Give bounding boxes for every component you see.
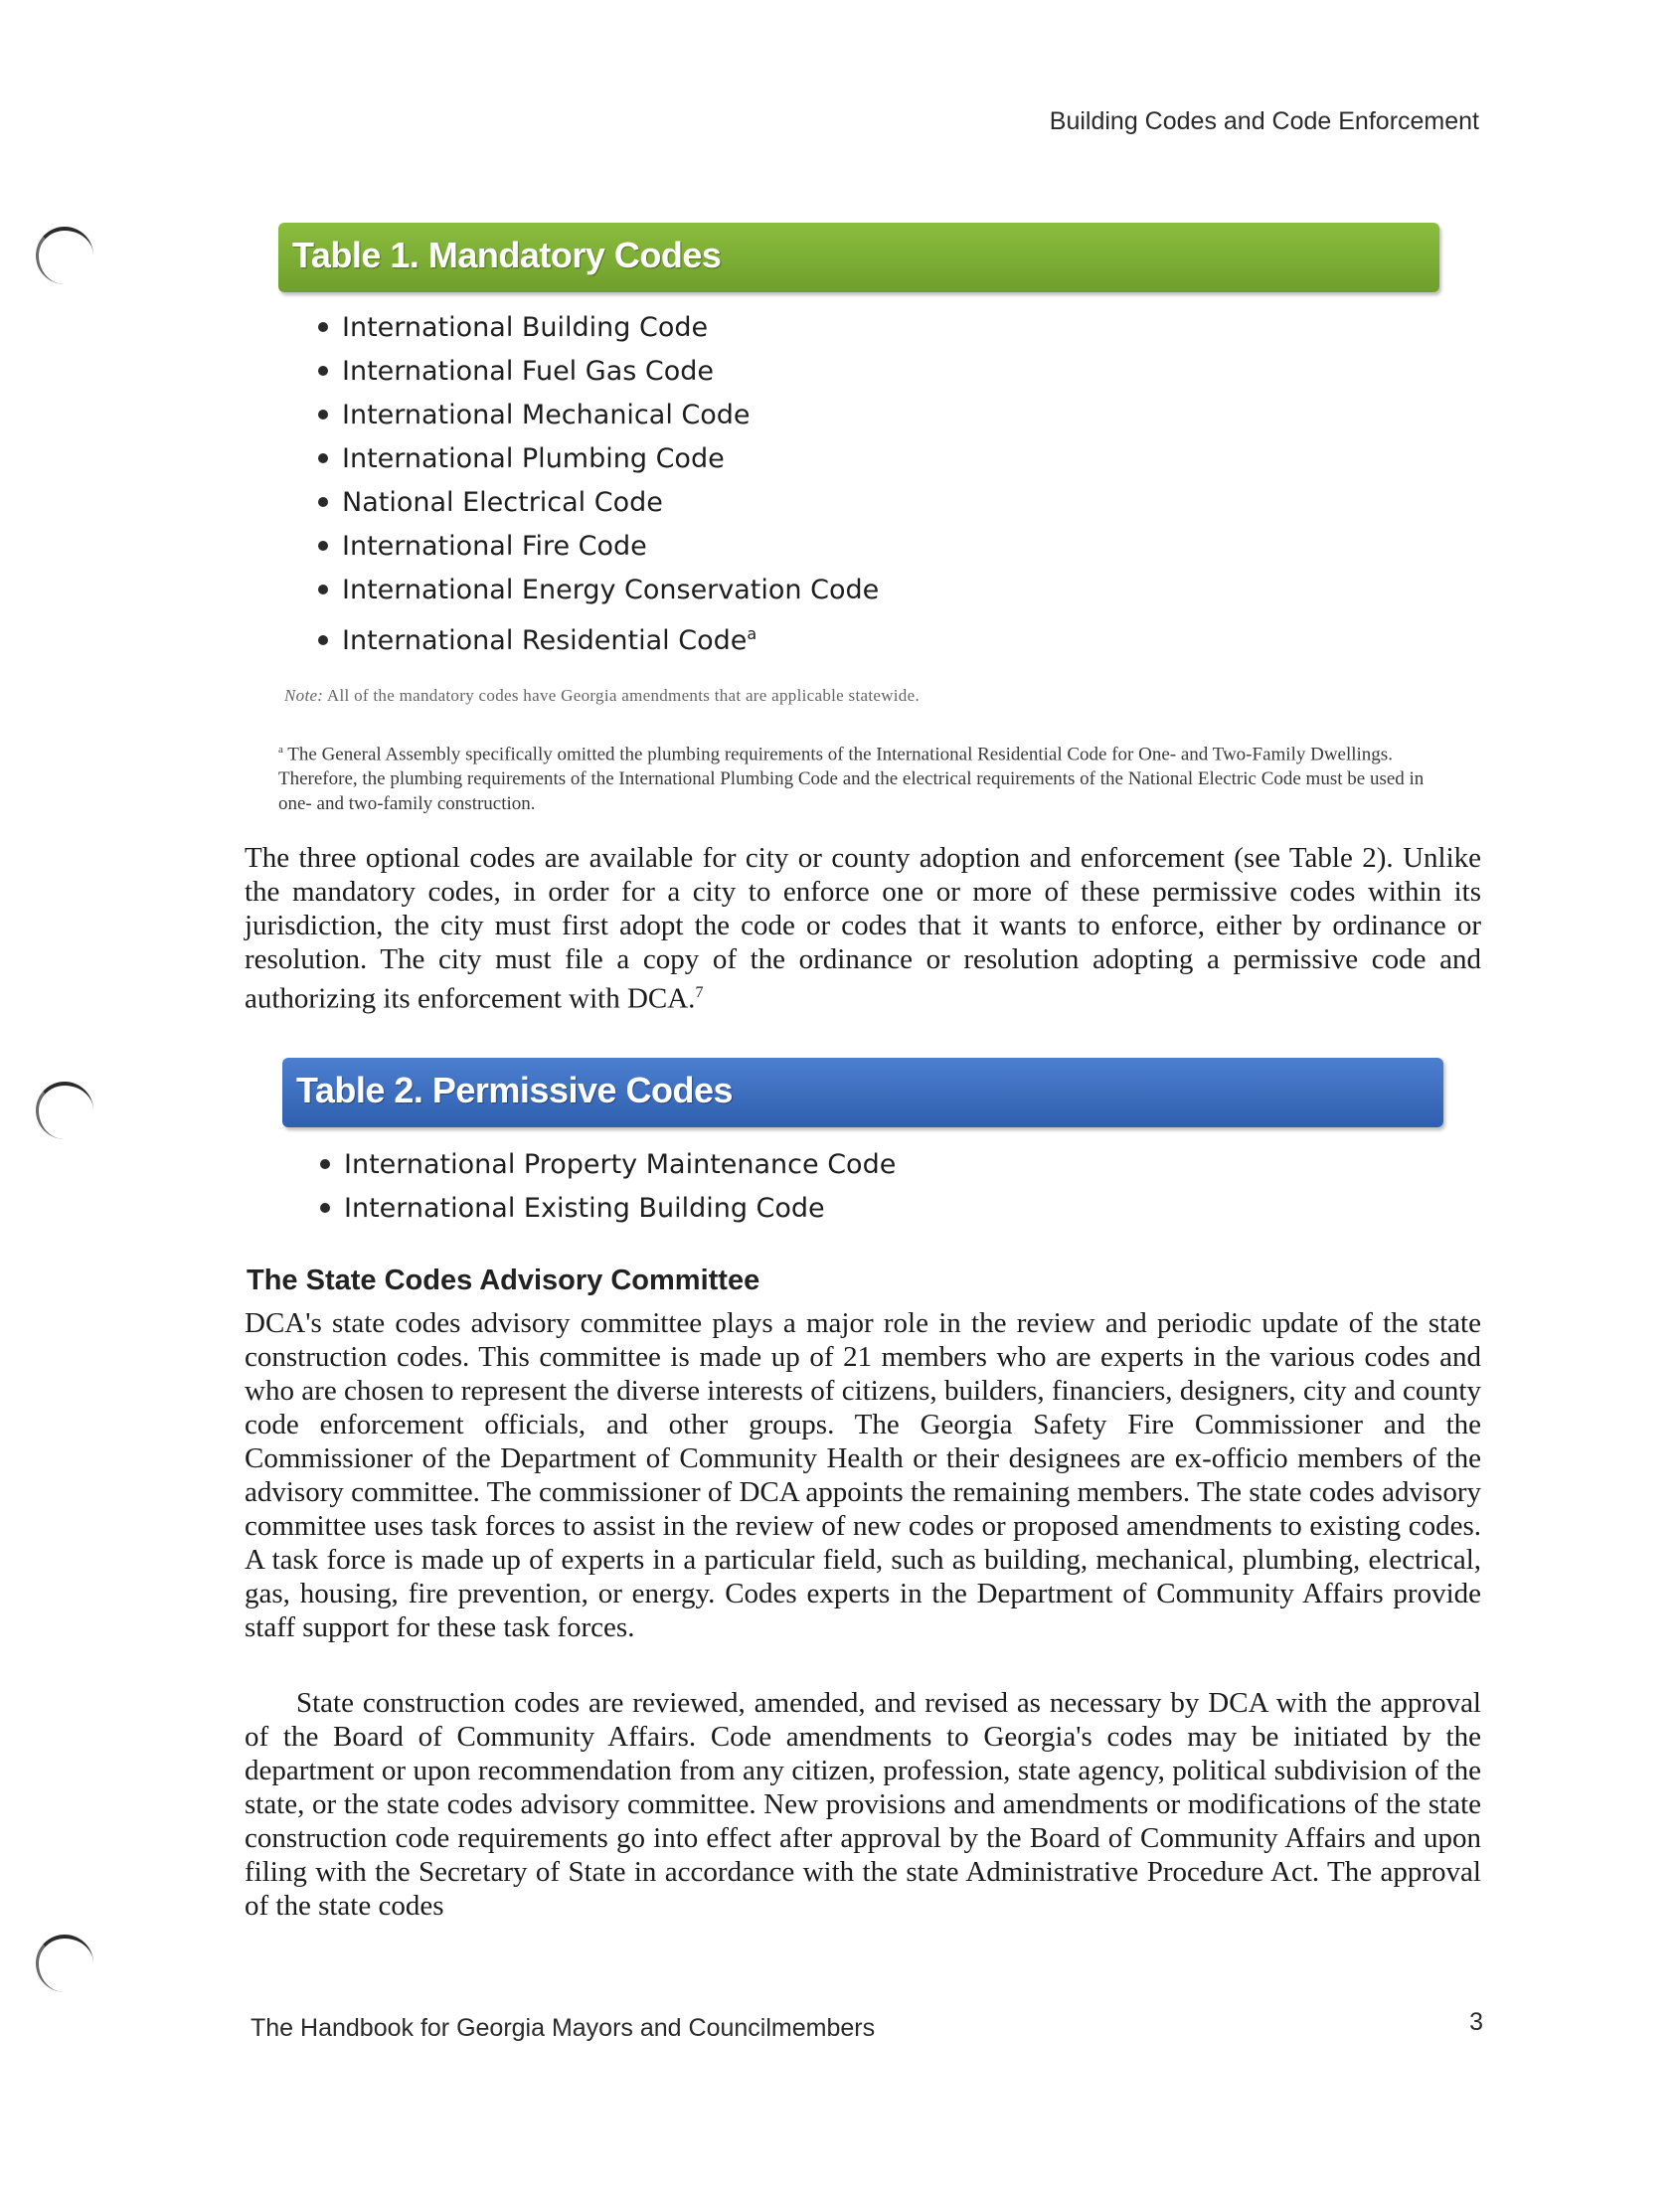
binder-hole-bottom xyxy=(36,1935,93,1992)
footnote-marker: a xyxy=(747,624,757,643)
list-item: National Electrical Code xyxy=(318,481,879,525)
footer-publication: The Handbook for Georgia Mayors and Councilmembers xyxy=(251,2014,876,2042)
running-header: Building Codes and Code Enforcement xyxy=(1049,107,1479,135)
table1-title: Table 1. Mandatory Codes xyxy=(292,235,722,275)
endnote-marker: 7 xyxy=(695,984,704,1001)
table2-banner xyxy=(282,1058,1443,1127)
list-item: International Plumbing Code xyxy=(318,437,879,481)
optional-codes-paragraph: The three optional codes are available for city or county adoption and enforcement (see Table 2). Unlike the mandatory codes, in order for a city to enforce one or more of these permissive codes within its jurisdiction, the city must first adopt the code or codes that it wants to enforce, either by ordinance or resolution. The city must file a copy of the ordinance or resolution adopting a permissive code and authorizing its enforcement with DCA.$^7$ xyxy=(245,842,1481,1015)
table1-note: Note: All of the mandatory codes have Georgia amendments that are applicable statewide. xyxy=(284,686,920,705)
bullet-icon xyxy=(318,497,328,507)
mandatory-codes-list xyxy=(318,306,879,656)
permissive-codes-list xyxy=(320,1143,896,1231)
binder-hole-middle xyxy=(36,1082,93,1139)
bullet-icon xyxy=(318,366,328,376)
table1-banner xyxy=(278,223,1439,292)
review-paragraph: State construction codes are reviewed, amended, and revised as necessary by DCA with the approval of the Board of Community Affairs. Code amendments to Georgia's codes may be initiated by the department or upon recommendation from any citizen, profession, state agency, political subdivision of the state, or the state codes advisory committee. New provisions and amendments or modifications of the state construction code requirements go into effect after approval by the Board of Community Affairs and upon filing with the Secretary of State in accordance with the state Administrative Procedure Act. The approval of the state codes xyxy=(245,1687,1481,1922)
bullet-icon xyxy=(318,410,328,420)
bullet-icon xyxy=(318,635,328,645)
bullet-icon xyxy=(320,1203,330,1213)
binder-hole-top xyxy=(36,227,93,284)
section-heading: The State Codes Advisory Committee xyxy=(247,1265,760,1296)
list-item: International Fuel Gas Code xyxy=(318,350,879,394)
committee-paragraph: DCA's state codes advisory committee plays a major role in the review and periodic update of the state construction codes. This committee is made up of 21 members who are experts in the various codes and who are chosen to represent the diverse interests of citizens, builders, financiers, designers, city and county code enforcement officials, and other groups. The Georgia Safety Fire Commissioner and the Commissioner of the Department of Community Health or their designees are ex-officio members of the advisory committee. The commissioner of DCA appoints the remaining members. The state codes advisory committee uses task forces to assist in the review of new codes or proposed amendments to existing codes. A task force is made up of experts in a particular field, such as building, mechanical, plumbing, electrical, gas, housing, fire prevention, or energy. Codes experts in the Department of Community Affairs provide staff support for these task forces. xyxy=(245,1307,1481,1643)
bullet-icon xyxy=(318,322,328,332)
list-item: International Building Code xyxy=(318,306,879,350)
list-item: International Energy Conservation Code xyxy=(318,569,879,612)
list-item: International Mechanical Code xyxy=(318,394,879,437)
list-item: International Property Maintenance Code xyxy=(320,1143,896,1187)
table1-footnote: $^a$ The General Assembly specifically omitted the plumbing requirements of the International Residential Code for One- and Two-Family Dwellings. Therefore, the plumbing requirements of the International Plumbing Code and the electrical requirements of the National Electric Code must be used in one- and two-family construction. xyxy=(278,744,1425,815)
bullet-icon xyxy=(318,453,328,463)
page-number: 3 xyxy=(1469,2008,1483,2036)
bullet-icon xyxy=(318,541,328,551)
list-item: International Existing Building Code xyxy=(320,1187,896,1231)
bullet-icon xyxy=(320,1159,330,1169)
bullet-icon xyxy=(318,585,328,594)
list-item: International Fire Code xyxy=(318,525,879,569)
table2-title: Table 2. Permissive Codes xyxy=(296,1070,734,1110)
list-item: International Residential Code$^a$ xyxy=(318,612,879,656)
